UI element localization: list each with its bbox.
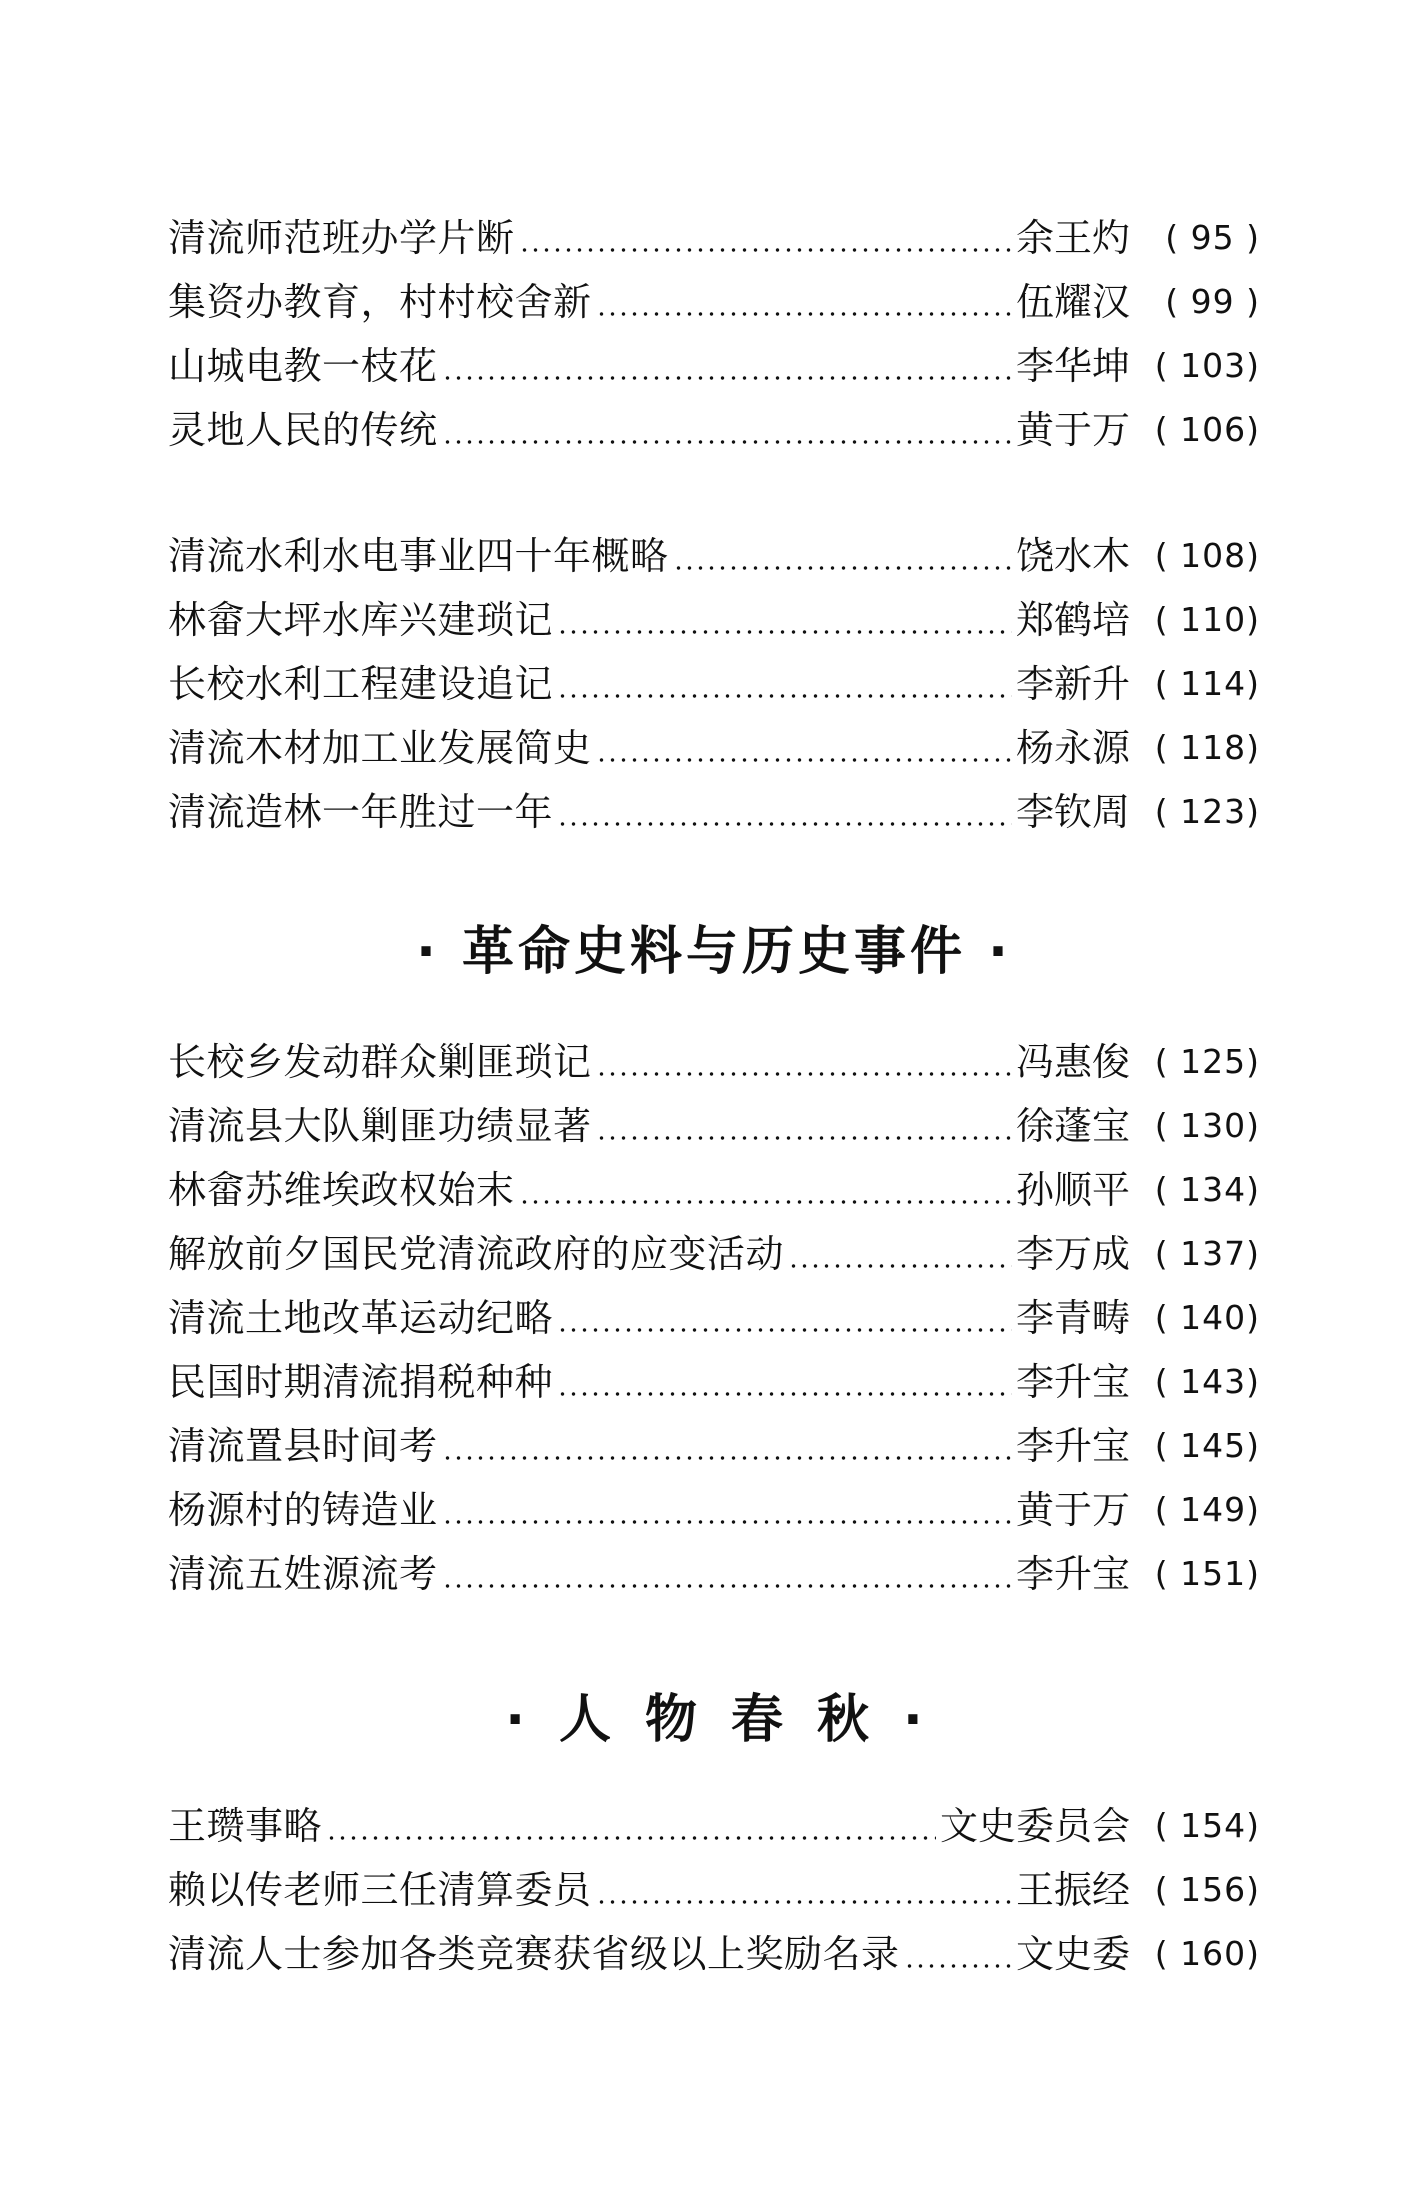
- entry-title: 山城电教一枝花: [168, 344, 438, 388]
- dot-leader: [557, 822, 1012, 826]
- entry-page: ( 160): [1154, 1934, 1260, 1973]
- entry-title: 林畲大坪水库兴建琐记: [168, 598, 554, 642]
- section-heading-people: ·人物春秋·: [505, 1690, 957, 1750]
- entry-author: 饶水木: [1015, 534, 1130, 578]
- entry-title: 灵地人民的传统: [168, 408, 438, 452]
- dot-leader: [442, 1520, 1012, 1524]
- dot-leader: [326, 1836, 936, 1840]
- entry-title: 清流师范班办学片断: [168, 216, 515, 260]
- entry-page: ( 137): [1154, 1234, 1260, 1273]
- entry-title: 集资办教育，村村校舍新: [168, 280, 592, 324]
- entry-page: ( 156): [1154, 1870, 1260, 1909]
- toc-entry: [168, 1542, 1260, 1606]
- entry-author: 李升宝: [1015, 1360, 1130, 1404]
- entry-page: ( 130): [1154, 1106, 1260, 1145]
- entry-author: 孙顺平: [1015, 1168, 1130, 1212]
- dot-leader: [442, 440, 1012, 444]
- entry-author: 李华坤: [1015, 344, 1130, 388]
- toc-entry: [168, 588, 1260, 652]
- toc-entry: [168, 1794, 1260, 1858]
- toc-group-industry: [168, 524, 1260, 844]
- entry-title: 长校水利工程建设追记: [168, 662, 554, 706]
- toc-entry: [168, 1286, 1260, 1350]
- entry-page: ( 123): [1154, 792, 1260, 831]
- dot-leader: [557, 1328, 1012, 1332]
- entry-author: 伍耀汉: [1015, 280, 1130, 324]
- entry-author: 李升宝: [1015, 1552, 1130, 1596]
- toc-group-people: [168, 1794, 1260, 1986]
- entry-page: ( 110): [1154, 600, 1260, 639]
- entry-author: 黄于万: [1015, 408, 1130, 452]
- entry-author: 王振经: [1015, 1868, 1130, 1912]
- toc-entry: [168, 270, 1260, 334]
- entry-author: 黄于万: [1015, 1488, 1130, 1532]
- toc-entry: [168, 206, 1260, 270]
- entry-page: ( 103): [1154, 346, 1260, 385]
- dot-leader: [596, 1136, 1012, 1140]
- entry-page: ( 149): [1154, 1490, 1260, 1529]
- entry-title: 长校乡发动群众剿匪琐记: [168, 1040, 592, 1084]
- toc-group-education: [168, 206, 1260, 462]
- entry-author: 李万成: [1015, 1232, 1130, 1276]
- entry-title: 王瓒事略: [168, 1804, 323, 1848]
- entry-title: 赖以传老师三任清算委员: [168, 1868, 592, 1912]
- toc-entry: [168, 652, 1260, 716]
- dot-leader: [596, 1072, 1012, 1076]
- toc-entry: [168, 524, 1260, 588]
- entry-page: ( 106): [1154, 410, 1260, 449]
- dot-leader: [788, 1264, 1012, 1268]
- section-heading-revolution: · 革命史料与历史事件 ·: [416, 922, 1012, 982]
- entry-page: ( 140): [1154, 1298, 1260, 1337]
- entry-title: 清流土地改革运动纪略: [168, 1296, 554, 1340]
- toc-entry: [168, 1350, 1260, 1414]
- toc-entry: [168, 716, 1260, 780]
- toc-entry: [168, 1414, 1260, 1478]
- entry-author: 余王灼: [1015, 216, 1130, 260]
- dot-leader: [596, 1900, 1012, 1904]
- dot-leader: [557, 694, 1012, 698]
- dot-leader: [673, 566, 1012, 570]
- toc-entry: [168, 1158, 1260, 1222]
- entry-title: 清流县大队剿匪功绩显著: [168, 1104, 592, 1148]
- entry-page: ( 108): [1154, 536, 1260, 575]
- entry-page: ( 134): [1154, 1170, 1260, 1209]
- entry-page: ( 99 ): [1165, 282, 1260, 321]
- entry-page: ( 154): [1154, 1806, 1260, 1845]
- entry-author: 李钦周: [1015, 790, 1130, 834]
- dot-leader: [442, 1456, 1012, 1460]
- toc-entry: [168, 1922, 1260, 1986]
- entry-title: 清流水利水电事业四十年概略: [168, 534, 669, 578]
- toc-entry: [168, 780, 1260, 844]
- entry-title: 清流五姓源流考: [168, 1552, 438, 1596]
- dot-leader: [519, 1200, 1012, 1204]
- entry-author: 杨永源: [1015, 726, 1130, 770]
- entry-page: ( 95 ): [1165, 218, 1260, 257]
- entry-title: 林畲苏维埃政权始末: [168, 1168, 515, 1212]
- dot-leader: [442, 376, 1012, 380]
- entry-title: 民国时期清流捐税种种: [168, 1360, 554, 1404]
- toc-entry: [168, 1094, 1260, 1158]
- entry-author: 文史委员会: [939, 1804, 1130, 1848]
- entry-title: 杨源村的铸造业: [168, 1488, 438, 1532]
- dot-leader: [557, 1392, 1012, 1396]
- entry-author: 李新升: [1015, 662, 1130, 706]
- entry-page: ( 143): [1154, 1362, 1260, 1401]
- entry-title: 解放前夕国民党清流政府的应变活动: [168, 1232, 785, 1276]
- entry-title: 清流木材加工业发展简史: [168, 726, 592, 770]
- entry-title: 清流人士参加各类竞赛获省级以上奖励名录: [168, 1932, 900, 1976]
- entry-page: ( 151): [1154, 1554, 1260, 1593]
- dot-leader: [596, 312, 1012, 316]
- entry-page: ( 114): [1154, 664, 1260, 703]
- dot-leader: [596, 758, 1012, 762]
- toc-entry: [168, 334, 1260, 398]
- entry-page: ( 118): [1154, 728, 1260, 767]
- entry-title: 清流置县时间考: [168, 1424, 438, 1468]
- toc-entry: [168, 398, 1260, 462]
- dot-leader: [519, 248, 1012, 252]
- entry-author: 徐蓬宝: [1015, 1104, 1130, 1148]
- dot-leader: [442, 1584, 1012, 1588]
- entry-author: 文史委: [1015, 1932, 1130, 1976]
- entry-author: 郑鹤培: [1015, 598, 1130, 642]
- entry-page: ( 145): [1154, 1426, 1260, 1465]
- entry-author: 李青畴: [1015, 1296, 1130, 1340]
- toc-entry: [168, 1478, 1260, 1542]
- entry-author: 冯惠俊: [1015, 1040, 1130, 1084]
- entry-author: 李升宝: [1015, 1424, 1130, 1468]
- entry-page: ( 125): [1154, 1042, 1260, 1081]
- toc-entry: [168, 1222, 1260, 1286]
- toc-group-revolution: [168, 1030, 1260, 1606]
- dot-leader: [557, 630, 1012, 634]
- dot-leader: [904, 1964, 1012, 1968]
- toc-entry: [168, 1858, 1260, 1922]
- toc-entry: [168, 1030, 1260, 1094]
- entry-title: 清流造林一年胜过一年: [168, 790, 554, 834]
